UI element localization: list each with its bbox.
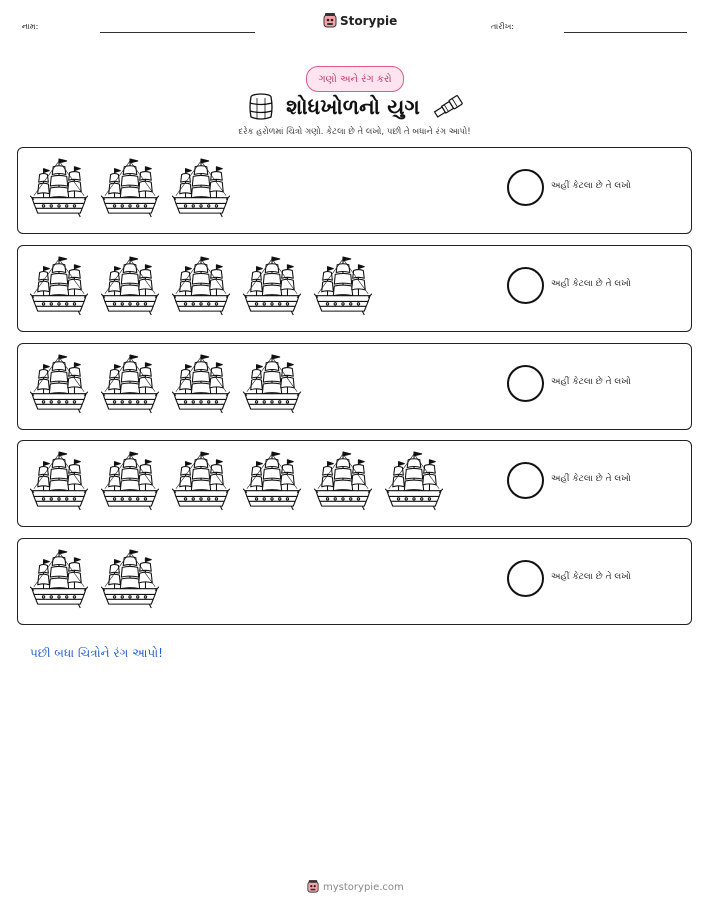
telescope-icon	[432, 95, 464, 119]
ship-group	[30, 157, 230, 219]
ship-icon	[30, 450, 88, 512]
date-line[interactable]	[564, 32, 687, 33]
ship-icon	[172, 157, 230, 219]
ship-icon	[101, 255, 159, 317]
ship-icon	[101, 450, 159, 512]
count-row	[17, 245, 692, 332]
answer-circle[interactable]	[507, 560, 544, 597]
answer-circle[interactable]	[507, 267, 544, 304]
ship-icon	[30, 548, 88, 610]
count-and-color-badge: ગણો અને રંગ કરો	[306, 66, 404, 92]
answer-circle[interactable]	[507, 365, 544, 402]
ship-icon	[101, 548, 159, 610]
page-title	[240, 90, 472, 124]
instructions: દરેક હરોળમાં ચિત્રો ગણો. કેટલા છે તે લખો, પછી તે બધાને રંગ આપો!	[238, 127, 471, 137]
name-line[interactable]	[100, 32, 255, 33]
ship-icon	[30, 255, 88, 317]
ship-group	[30, 255, 372, 317]
write-count-prompt: અહીં કેટલા છે તે લખો	[551, 279, 631, 289]
count-row	[17, 343, 692, 430]
title-text: શોધખોળનો યુગ	[286, 94, 420, 119]
date-label: તારીખ:	[491, 22, 514, 31]
ship-icon	[30, 353, 88, 415]
ship-icon	[314, 450, 372, 512]
ship-icon	[101, 157, 159, 219]
site-footer	[307, 880, 404, 894]
ship-icon	[172, 353, 230, 415]
ship-group	[30, 353, 301, 415]
ship-icon	[172, 255, 230, 317]
ship-icon	[30, 157, 88, 219]
write-count-prompt: અહીં કેટલા છે તે લખો	[551, 474, 631, 484]
write-count-prompt: અહીં કેટલા છે તે લખો	[551, 572, 631, 582]
ship-icon	[243, 353, 301, 415]
ship-icon	[314, 255, 372, 317]
storypie-logo	[323, 13, 397, 29]
name-label: નામ:	[22, 22, 39, 31]
write-count-prompt: અહીં કેટલા છે તે લખો	[551, 377, 631, 387]
logo-text: Storypie	[340, 14, 398, 28]
site-url[interactable]: mystorypie.com	[323, 881, 404, 893]
count-row	[17, 538, 692, 625]
storypie-mascot-icon	[307, 880, 319, 894]
answer-circle[interactable]	[507, 462, 544, 499]
write-count-prompt: અહીં કેટલા છે તે લખો	[551, 181, 631, 191]
ship-icon	[243, 450, 301, 512]
count-row	[17, 440, 692, 527]
count-row	[17, 147, 692, 234]
answer-circle[interactable]	[507, 169, 544, 206]
ship-group	[30, 450, 443, 512]
footer-note: પછી બધા ચિત્રોને રંગ આપો!	[30, 646, 163, 660]
barrel-icon	[248, 93, 274, 121]
ship-group	[30, 548, 159, 610]
ship-icon	[243, 255, 301, 317]
ship-icon	[385, 450, 443, 512]
storypie-mascot-icon	[323, 13, 337, 29]
ship-icon	[101, 353, 159, 415]
ship-icon	[172, 450, 230, 512]
